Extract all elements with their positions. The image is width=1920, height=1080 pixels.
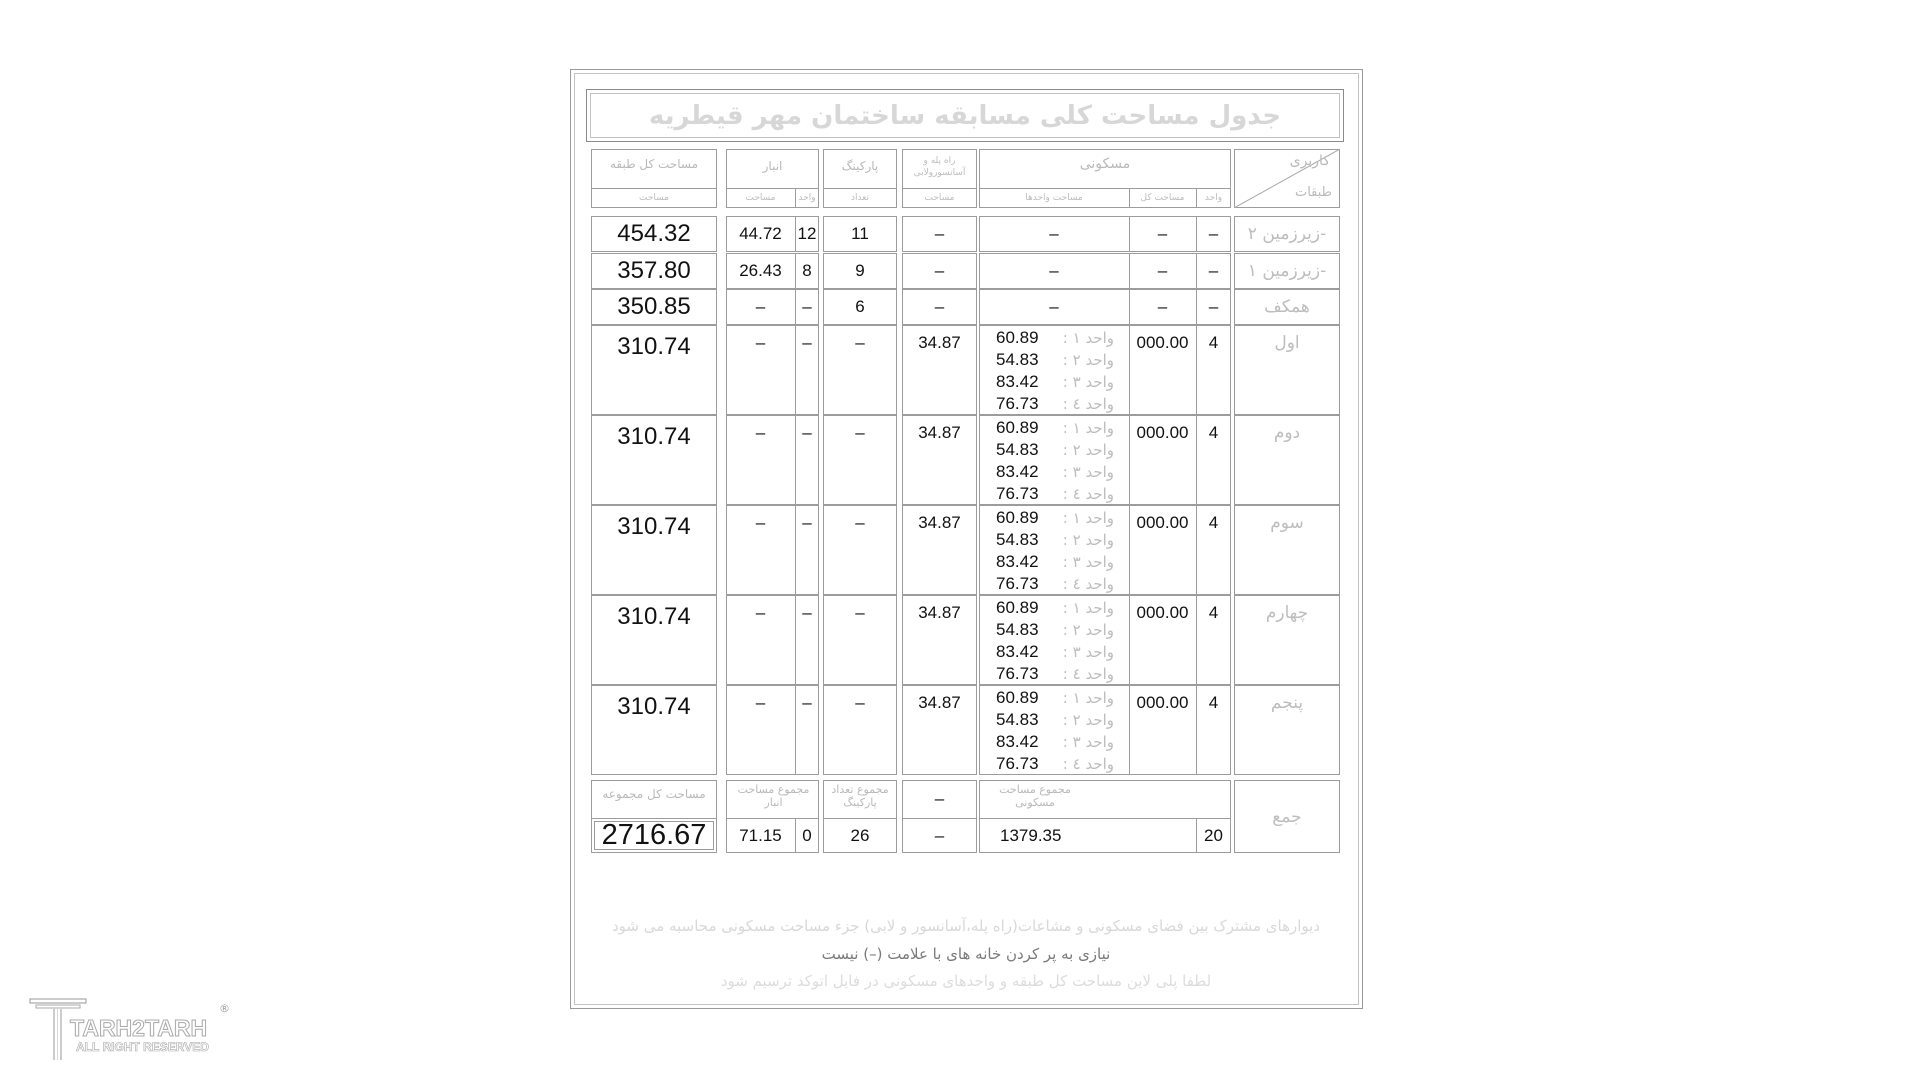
unit-area-line [996, 619, 1114, 641]
table-cell [823, 505, 897, 595]
summary-parking-box [823, 820, 897, 852]
unit-areas-list [996, 417, 1114, 505]
unit-area-value: 76.73 [996, 754, 1039, 773]
cell-value-storage-area: – [755, 333, 766, 352]
table-cell [1196, 253, 1231, 289]
table-cell [726, 415, 795, 505]
header-res-total: مساحت کل [1140, 193, 1185, 203]
cell-value-total: 310.74 [617, 333, 691, 360]
unit-area-line [996, 327, 1114, 349]
cell-value-res-unit: 4 [1208, 513, 1219, 532]
table-cell [1234, 595, 1340, 685]
header-usage-diagonal [1234, 149, 1340, 208]
table-cell [979, 216, 1129, 252]
cell-value-stair: 34.87 [918, 513, 961, 532]
header-unit-areas: مساحت واحدها [1025, 193, 1083, 203]
cell-value-storage-unit: – [802, 297, 812, 316]
unit-areas-list [996, 507, 1114, 595]
unit-area-line [996, 687, 1114, 709]
cell-value-stair: 34.87 [918, 693, 961, 712]
table-cell [1129, 216, 1196, 252]
cell-value-storage-area: – [755, 423, 766, 442]
cell-value-total: 357.80 [617, 257, 691, 284]
table-cell [1234, 289, 1340, 325]
unit-area-value: 60.89 [996, 688, 1039, 707]
table-cell [795, 595, 819, 685]
cell-value-res-unit: 4 [1208, 603, 1219, 622]
summary-storage-area: 71.15 [739, 826, 782, 845]
cell-value-storage-unit: – [802, 423, 812, 442]
summary-label: جمع [1272, 806, 1302, 827]
table-cell [1234, 253, 1340, 289]
table-cell [726, 595, 795, 685]
cell-value-res-unit: – [1208, 261, 1219, 280]
summary-storage-divider [726, 818, 819, 819]
table-cell [1196, 595, 1231, 685]
table-cell [795, 325, 819, 415]
unit-area-line [996, 551, 1114, 573]
table-cell [1234, 415, 1340, 505]
unit-area-line [996, 529, 1114, 551]
unit-area-label: واحد ٤ : [1062, 665, 1114, 683]
cell-value-storage-area: 26.43 [739, 261, 782, 280]
table-cell [726, 685, 795, 775]
unit-area-label: واحد ۱ : [1062, 599, 1114, 617]
unit-area-line [996, 439, 1114, 461]
header-storage-unit: واحد [798, 193, 816, 203]
summary-total-label: مساحت کل مجموعه [602, 787, 706, 801]
summary-res-label: مجموع مساحت مسکونی [999, 783, 1071, 809]
unit-area-value: 83.42 [996, 642, 1039, 661]
cell-value-parking: – [855, 513, 865, 532]
summary-storage-area-box [726, 820, 795, 852]
summary-total-value-box [594, 821, 714, 850]
cell-value-res-total: – [1157, 297, 1168, 316]
table-cell [726, 505, 795, 595]
unit-area-value: 60.89 [996, 508, 1039, 527]
cell-value-res-unit: 4 [1208, 693, 1219, 712]
table-cell [1234, 685, 1340, 775]
summary-res-value: 1379.35 [1000, 826, 1062, 845]
cell-value-res-total: 000.00 [1136, 513, 1189, 532]
floor-label: دوم [1273, 423, 1301, 443]
unit-area-label: واحد ۳ : [1062, 643, 1114, 661]
note-dash-cells: نیازی به پر کردن خانه های با علامت (–) نیست [821, 945, 1111, 963]
unit-area-label: واحد ٤ : [1062, 395, 1114, 413]
table-cell [591, 289, 717, 325]
cell-value-stair: 34.87 [918, 423, 961, 442]
table-cell [1196, 505, 1231, 595]
cell-value-stair: 34.87 [918, 333, 961, 352]
cell-value-res-total: 000.00 [1136, 603, 1189, 622]
unit-area-line [996, 753, 1114, 775]
unit-area-value: 83.42 [996, 732, 1039, 751]
header-stair-divider [902, 188, 977, 189]
unit-area-value: 54.83 [996, 350, 1039, 369]
table-cell [979, 289, 1129, 325]
cell-value-storage-unit: 12 [797, 224, 817, 243]
summary-units-value: 20 [1204, 826, 1223, 845]
unit-area-label: واحد ۲ : [1062, 531, 1114, 549]
unit-area-value: 54.83 [996, 530, 1039, 549]
unit-area-line [996, 663, 1114, 685]
cell-value-res-total: 000.00 [1136, 693, 1189, 712]
table-cell [823, 595, 897, 685]
header-parking-label: پارکینگ [841, 159, 879, 173]
table-cell [902, 253, 977, 289]
header-res-unit: واحد [1204, 193, 1223, 203]
table-cell [591, 595, 717, 685]
header-stair-label: راه پله و آسانسورولابی [913, 156, 966, 178]
table-cell [823, 415, 897, 505]
cell-value-res-unit: – [1208, 224, 1219, 243]
header-stair-area: مساحت [924, 193, 955, 203]
unit-area-value: 60.89 [996, 598, 1039, 617]
cell-value-res-total: – [1157, 261, 1168, 280]
cell-value-total: 310.74 [617, 423, 691, 450]
unit-area-label: واحد ۲ : [1062, 621, 1114, 639]
cell-value-parking: 6 [855, 297, 865, 316]
cell-value-total: 310.74 [617, 513, 691, 540]
cell-value-unit-areas: – [1049, 297, 1059, 316]
cell-value-total: 310.74 [617, 693, 691, 720]
cell-value-total: 454.32 [617, 220, 691, 247]
summary-parking-value: 26 [850, 826, 870, 845]
header-parking-count: تعداد [850, 193, 870, 203]
unit-area-line [996, 573, 1114, 595]
unit-area-label: واحد ۱ : [1062, 509, 1114, 527]
table-cell [823, 253, 897, 289]
cell-value-parking: 11 [851, 224, 869, 243]
cell-value-storage-area: – [755, 513, 766, 532]
header-total-divider [591, 188, 717, 189]
unit-area-label: واحد ٤ : [1062, 575, 1114, 593]
title-box [590, 93, 1340, 138]
table-cell [591, 415, 717, 505]
unit-areas-list [996, 687, 1114, 775]
unit-area-line [996, 483, 1114, 505]
unit-area-label: واحد ۳ : [1062, 733, 1114, 751]
unit-area-label: واحد ۲ : [1062, 441, 1114, 459]
summary-parking-divider [823, 818, 897, 819]
logo-subtext: ALL RIGHT RESERVED [76, 1040, 209, 1054]
table-cell [1196, 289, 1231, 325]
header-storage-divider [726, 188, 819, 189]
table-cell [1129, 595, 1196, 685]
table-cell [795, 289, 819, 325]
header-floors-label: طبقات [1294, 185, 1332, 200]
table-cell [795, 216, 819, 252]
table-cell [1129, 325, 1196, 415]
summary-storage-unit: 0 [802, 826, 812, 845]
registered-icon: ® [219, 1002, 230, 1015]
unit-area-label: واحد ۳ : [1062, 463, 1114, 481]
table-cell [1129, 289, 1196, 325]
cell-value-parking: – [855, 603, 865, 622]
table-cell [795, 505, 819, 595]
unit-area-label: واحد ۳ : [1062, 553, 1114, 571]
table-cell [823, 289, 897, 325]
cell-value-res-unit: 4 [1208, 423, 1219, 442]
table-cell [1129, 505, 1196, 595]
table-cell [591, 325, 717, 415]
unit-area-line [996, 349, 1114, 371]
cell-value-stair: 34.87 [918, 603, 961, 622]
unit-area-value: 76.73 [996, 574, 1039, 593]
header-residential-label: مسکونی [1079, 156, 1131, 172]
header-parking-divider [823, 188, 897, 189]
cell-value-res-total: 000.00 [1136, 423, 1189, 442]
table-cell [795, 253, 819, 289]
cell-value-storage-unit: 8 [802, 261, 812, 280]
unit-area-value: 60.89 [996, 328, 1039, 347]
summary-stair-value: – [934, 826, 945, 845]
table-cell [1234, 216, 1340, 252]
unit-area-value: 83.42 [996, 462, 1039, 481]
table-cell [1196, 685, 1231, 775]
cell-value-stair: – [934, 261, 945, 280]
summary-parking-label: مجموع تعداد پارکینگ [831, 783, 889, 809]
table-cell [591, 505, 717, 595]
cell-value-storage-area: – [755, 297, 766, 316]
summary-stair-label: – [934, 789, 945, 808]
summary-total-value: 2716.67 [601, 819, 707, 851]
table-cell [902, 505, 977, 595]
table-cell [902, 685, 977, 775]
unit-area-line [996, 417, 1114, 439]
unit-area-line [996, 461, 1114, 483]
table-cell [823, 325, 897, 415]
table-cell [795, 685, 819, 775]
floor-label: زیرزمین ۱- [1247, 261, 1327, 281]
table-cell [1196, 325, 1231, 415]
table-cell [1234, 325, 1340, 415]
table-cell [726, 325, 795, 415]
table-cell [1196, 415, 1231, 505]
unit-area-line [996, 641, 1114, 663]
table-cell [823, 685, 897, 775]
unit-area-line [996, 709, 1114, 731]
cell-value-storage-area: 44.72 [739, 224, 782, 243]
unit-area-label: واحد ۲ : [1062, 711, 1114, 729]
table-cell [591, 685, 717, 775]
unit-area-label: واحد ۲ : [1062, 351, 1114, 369]
cell-value-parking: 9 [855, 261, 865, 280]
unit-area-value: 83.42 [996, 552, 1039, 571]
table-cell [902, 289, 977, 325]
summary-storage-label: مجموع مساحت انبار [737, 783, 810, 809]
floor-label: همکف [1264, 297, 1310, 317]
cell-value-parking: – [855, 693, 865, 712]
header-total-area-sub: مساحت [639, 193, 669, 203]
unit-area-line [996, 393, 1114, 415]
cell-value-res-unit: 4 [1208, 333, 1219, 352]
cell-value-parking: – [855, 423, 865, 442]
table-cell [726, 289, 795, 325]
cell-value-storage-unit: – [802, 513, 812, 532]
unit-area-label: واحد ٤ : [1062, 485, 1114, 503]
unit-area-value: 76.73 [996, 394, 1039, 413]
summary-stair-label-box [902, 782, 977, 816]
unit-area-label: واحد ۱ : [1062, 419, 1114, 437]
unit-area-line [996, 597, 1114, 619]
table-cell [726, 216, 795, 252]
unit-area-label: واحد ۳ : [1062, 373, 1114, 391]
unit-area-value: 54.83 [996, 440, 1039, 459]
summary-stair-divider [902, 818, 977, 819]
summary-res-divider [979, 818, 1231, 819]
summary-stair-box [902, 820, 977, 852]
unit-area-line [996, 371, 1114, 393]
unit-area-value: 54.83 [996, 620, 1039, 639]
tarh2tarh-logo [28, 995, 238, 1065]
unit-area-value: 54.83 [996, 710, 1039, 729]
table-cell [823, 216, 897, 252]
unit-area-label: واحد ۱ : [1062, 329, 1114, 347]
unit-area-line [996, 731, 1114, 753]
floor-label: زیرزمین ۲- [1247, 224, 1327, 244]
logo-wordmark: TARH2TARH [70, 1015, 208, 1041]
table-cell [1234, 505, 1340, 595]
table-cell [591, 216, 717, 252]
cell-value-storage-area: – [755, 603, 766, 622]
unit-area-line [996, 507, 1114, 529]
cell-value-res-total: – [1157, 224, 1168, 243]
table-cell [902, 415, 977, 505]
cell-value-stair: – [934, 224, 945, 243]
unit-areas-list [996, 597, 1114, 685]
table-cell [902, 325, 977, 415]
header-storage-label: انبار [762, 159, 783, 173]
table-cell [1129, 415, 1196, 505]
cell-value-res-total: 000.00 [1136, 333, 1189, 352]
floor-label: چهارم [1265, 603, 1309, 623]
table-cell [1129, 685, 1196, 775]
header-storage-area: مساحت [745, 193, 776, 203]
cell-value-storage-unit: – [802, 603, 812, 622]
cell-value-total: 310.74 [617, 603, 691, 630]
cell-value-res-unit: – [1208, 297, 1219, 316]
floor-label: اول [1274, 333, 1300, 353]
cell-value-storage-unit: – [802, 693, 812, 712]
unit-area-value: 76.73 [996, 664, 1039, 683]
table-cell [795, 415, 819, 505]
summary-storage-unit-box [795, 820, 819, 852]
cell-value-stair: – [934, 297, 945, 316]
cell-value-unit-areas: – [1049, 261, 1059, 280]
table-cell [979, 253, 1129, 289]
floor-label: پنجم [1270, 693, 1304, 713]
summary-label-cell [1234, 780, 1340, 853]
cell-value-parking: – [855, 333, 865, 352]
unit-area-label: واحد ٤ : [1062, 755, 1114, 773]
unit-area-value: 60.89 [996, 418, 1039, 437]
cell-value-total: 350.85 [617, 293, 691, 320]
unit-area-value: 83.42 [996, 372, 1039, 391]
floor-label: سوم [1270, 513, 1304, 533]
table-cell [1129, 253, 1196, 289]
header-total-area-label: مساحت کل طبقه [609, 157, 699, 171]
unit-areas-list [996, 327, 1114, 415]
table-cell [902, 216, 977, 252]
cell-value-storage-unit: – [802, 333, 812, 352]
table-cell [726, 253, 795, 289]
summary-units-box [1196, 820, 1231, 852]
cell-value-unit-areas: – [1049, 224, 1059, 243]
note-shared-walls: دیوارهای مشترک بین فضای مسکونی و مشاعات(راه پله،آسانسور و لابی) جزء مساحت مسکونی محاسبه می شود [611, 917, 1320, 935]
table-title: جدول مساحت کلی مسابقه ساختمان مهر قیطریه [648, 100, 1282, 131]
unit-area-label: واحد ۱ : [1062, 689, 1114, 707]
header-usage-label: کاربری [1289, 153, 1330, 169]
cell-value-storage-area: – [755, 693, 766, 712]
note-polyline: لطفا پلی لاین مساحت کل طبقه و واحدهای مسکونی در فایل اتوکد ترسیم شود [720, 972, 1212, 990]
table-cell [902, 595, 977, 685]
header-residential-divider [979, 188, 1231, 189]
table-cell [1196, 216, 1231, 252]
table-cell [591, 253, 717, 289]
summary-res-box [1000, 820, 1120, 852]
unit-area-value: 76.73 [996, 484, 1039, 503]
